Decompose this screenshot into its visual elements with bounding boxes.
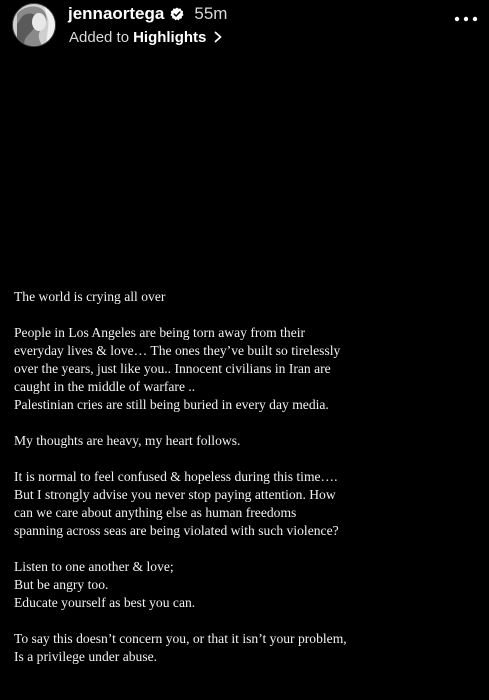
more-options-icon[interactable] [453, 14, 479, 24]
story-paragraph: My thoughts are heavy, my heart follows. [14, 433, 241, 448]
story-paragraph: To say this doesn’t concern you, or that it isn’t your problem, Is a privilege under abuse. [14, 631, 347, 664]
highlights-label: Highlights [133, 28, 207, 46]
verified-badge-icon [170, 7, 184, 21]
story-paragraph: It is normal to feel confused & hopeless during this time…. But I strongly advise you never stop paying attention. How can we care about anything else as human freedoms spanning across seas are being violated with such violence? [14, 469, 339, 538]
story-paragraph: The world is crying all over [14, 289, 166, 304]
story-paragraph: Listen to one another & love; But be angry too. Educate yourself as best you can. [14, 559, 196, 610]
chevron-right-icon [213, 31, 223, 43]
profile-avatar[interactable] [12, 3, 56, 47]
added-to-highlights-link[interactable] [69, 27, 223, 47]
username[interactable]: jennaortega [68, 4, 165, 23]
story-timestamp: 55m [194, 4, 228, 23]
story-text-block [14, 288, 478, 666]
story-header [0, 0, 489, 56]
avatar-photo-icon [13, 4, 55, 46]
user-line [68, 3, 227, 25]
story-paragraph: People in Los Angeles are being torn away from their everyday lives & love… The ones they’ve built so tirelessly over the years, just like you.. Innocent civilians in Iran are caught in the middle of warfare .. Palestinian cries are still being buried in every day media. [14, 325, 341, 412]
added-to-label: Added to [69, 28, 130, 46]
